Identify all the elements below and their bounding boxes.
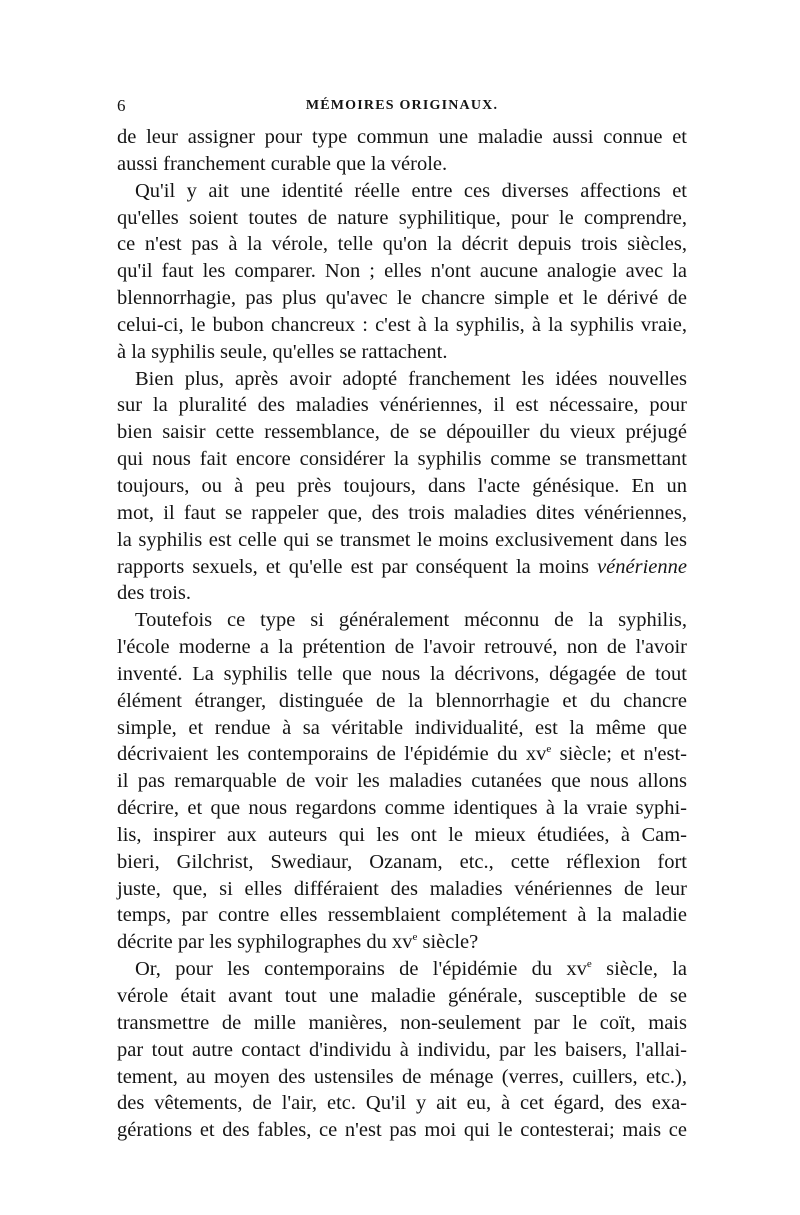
text-line: Bien plus, après avoir adopté franchement les idées nouvelles (135, 367, 687, 390)
text-line: de leur assigner pour type commun une maladie aussi connue et (117, 126, 687, 148)
running-head (117, 96, 687, 118)
text-line: à la syphilis seule, qu'elles se rattachent. (117, 340, 448, 363)
text-line (117, 956, 687, 983)
text-line (117, 741, 687, 768)
text-line: élément étranger, distinguée de la blennorrhagie et du chancre (117, 689, 687, 712)
emphasis-text: vénérienne (597, 555, 687, 578)
text-line: il pas remarquable de voir les maladies cutanées que nous allons (117, 770, 687, 793)
text-segment: siècle; et n'est- (551, 743, 688, 766)
text-line: inventé. La syphilis telle que nous la décrivons, dégagée de tout (117, 662, 687, 685)
text-line: sur la pluralité des maladies vénériennes, il est nécessaire, pour (117, 394, 687, 417)
text-line: toujours, ou à peu près toujours, dans l'acte génésique. En un (117, 474, 687, 497)
text-line: lis, inspirer aux auteurs qui les ont le mieux étudiées, à Cam- (117, 823, 687, 846)
superscript: e (546, 743, 552, 756)
text-line: l'école moderne a la prétention de l'avoir retrouvé, non de l'avoir (117, 636, 687, 659)
text-line (117, 554, 687, 581)
text-line: ce n'est pas à la vérole, telle qu'on la décrit depuis trois siècles, (117, 233, 687, 256)
text-segment: décrite par les syphilographes du xv (117, 931, 413, 954)
body-text (117, 124, 687, 1144)
text-segment: rapports sexuels, et qu'elle est par conséquent la moins (117, 555, 598, 578)
text-line: juste, que, si elles différaient des maladies vénériennes de leur (117, 877, 687, 900)
text-segment: siècle, la (591, 958, 687, 981)
text-line: transmettre de mille manières, non-seulement par le coït, mais (117, 1011, 687, 1034)
text-line: temps, par contre elles ressemblaient complétement à la maladie (117, 904, 687, 927)
book-page (117, 96, 687, 1144)
text-line: simple, et rendue à sa véritable individualité, est la même que (117, 716, 687, 739)
text-line: des vêtements, de l'air, etc. Qu'il y ait eu, à cet égard, des exa- (117, 1092, 687, 1115)
text-segment: siècle? (417, 931, 479, 954)
text-line: qui nous fait encore considérer la syphilis comme se transmettant (117, 448, 687, 471)
text-line: décrire, et que nous regardons comme identiques à la vraie syphi- (117, 797, 687, 820)
text-line: par tout autre contact d'individu à individu, par les baisers, l'allai- (117, 1038, 687, 1061)
text-line: celui-ci, le bubon chancreux : c'est à la syphilis, à la syphilis vraie, (117, 313, 687, 336)
text-line: Qu'il y ait une identité réelle entre ces diverses affections et (135, 179, 687, 202)
superscript: e (412, 931, 418, 944)
text-line: tement, au moyen des ustensiles de ménage (verres, cuillers, etc.), (117, 1065, 687, 1088)
text-line: des trois. (117, 582, 192, 605)
text-line (117, 929, 687, 956)
text-line: bieri, Gilchrist, Swediaur, Ozanam, etc., cette réflexion fort (117, 850, 687, 873)
text-line: bien saisir cette ressemblance, de se dépouiller du vieux préjugé (117, 421, 687, 444)
superscript: e (586, 958, 592, 971)
text-line: vérole était avant tout une maladie générale, susceptible de se (117, 985, 687, 1007)
text-line: blennorrhagie, pas plus qu'avec le chancre simple et le dérivé de (117, 287, 687, 310)
text-line: la syphilis est celle qui se transmet le moins exclusivement dans les (117, 528, 687, 551)
text-segment: décrivaient les contemporains de l'épidémie du xv (117, 743, 547, 766)
text-line: qu'elles soient toutes de nature syphilitique, pour le comprendre, (117, 206, 687, 229)
running-head-title: MÉMOIRES ORIGINAUX. (305, 98, 499, 113)
page-number: 6 (117, 96, 126, 115)
text-line: Toutefois ce type si généralement méconnu de la syphilis, (135, 609, 687, 632)
text-line: gérations et des fables, ce n'est pas moi qui le contesterai; mais ce (117, 1119, 687, 1142)
text-line: qu'il faut les comparer. Non ; elles n'ont aucune analogie avec la (117, 260, 687, 283)
text-line: aussi franchement curable que la vérole. (117, 152, 448, 175)
text-segment: Or, pour les contemporains de l'épidémie du xv (135, 958, 587, 981)
text-line: mot, il faut se rappeler que, des trois maladies dites vénériennes, (117, 501, 687, 524)
